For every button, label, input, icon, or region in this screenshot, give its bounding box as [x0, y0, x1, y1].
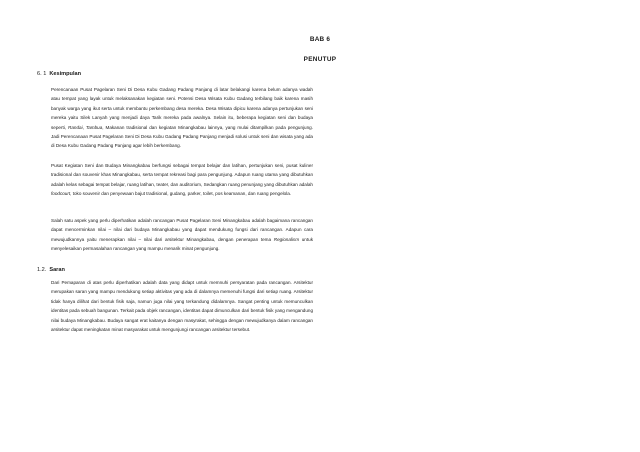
paragraph-kesimpulan-1: Perencanaan Pusat Pagelaran Seni Di Desa Kubu Gadang Padang Panjang di latar belakangi karena belum adanya wadah atau tempat yang layak untuk melaksanakan kegiatan seni. Potensi Desa Wisata Kubu Gadang terbilang baik karena masih banyak warga yang ikut serta untuk membantu perkembang desa mereka. Desa Wisata dipicu karena adanya pertunjukan seni mereka yaitu Silek Lanyah yang menjadi daya Tarik mereka pada awalnya. Selain itu, beberapa kegiatan seni dan budaya seperti, Randai, Tambua, Makanan tradisional dan kegiatan Minangkabau lainnya, yang mulai ditampilkan pada pengunjung. Jadi Perencanaan Pusat Pagelaran Seni Di Desa Kubu Gadang Padang Panjang menjadi solusi untuk seni dan wisata yang ada di Desa Kubu Gadang Padang Panjang agar lebih berkembang.	[51, 87, 313, 149]
section-heading-saran	[37, 267, 65, 273]
chapter-number: BAB 6	[309, 36, 331, 43]
paragraph-saran-1: Dari Pemaparan di atas perlu diperhatikan adalah data yang didapt untuk memnuhi persyaratan pada rancangan. Arsitektur merupakan saran yang mampu mendukung setiap aktivitas yang ada di dalamnya memenuhi fungsi dari setiap ruang. Arsitektur tidak hanya dilihat dari bentuk fisik saja, namun juga nilai yang terkandung didalamnya. Sangat penting untuk memunculkan identitas pada sebuah bangunan. Terkait pada objek rancangan, identitas dapat dimunculkan dari bentuk fisik yang mengandung nilai budaya Minangkabau. Budaya sangat erat kaitanya dengan masyrakat, sehingga dengan mewujudkanya dalam rancangan arsitektur dapat meningkatan minat masyarakat untuk mengunjungi rancangan arsitektur tersebut.	[51, 280, 313, 333]
paragraph-kesimpulan-3: Salah satu aspek yang perlu diperhatikan adalah rancangan Pusat Pagelaran Seni Minangkabau adalah bagaimana rancangan dapat mencerminkan nilai – nilai dari budaya Minangkabau yang dapat mendukung fungsi dari rancangan. Adapun cara mewujudkannya yaitu menerapkan nilai – nilai dari arsitektur Minangkabau, dengan penerapan tema Regionalism untuk menyelesaikan permasalahan rancangan yang mampu menarik minat pengunjung.	[51, 218, 313, 252]
chapter-title: PENUTUP	[303, 56, 337, 63]
section-title: Saran	[49, 267, 65, 273]
section-number: 1.2.	[37, 267, 47, 273]
section-heading-kesimpulan	[37, 71, 81, 77]
section-title: Kesimpulan	[49, 71, 82, 77]
section-number: 6. 1	[37, 71, 47, 77]
paragraph-kesimpulan-2: Pusat Kegiatan Seni dan Budaya Minangkabau berfungsi sebagai tempat belajar dan latihan, pertunjukan seni, pusat kuliner tradisional dan souvenir khas Minangkabau, serta tempat rekreasi bagi para pengunjung. Adapun ruang utama yang dibutuhkan adalah kelas sebagai tempat belajar, ruang latihan, teater, dan auditorium, Sedangkan ruang penunjang yang dibutuhkan adalah foodcourt, toko souvenir dan penyewaan bajut tradisional, gudang, parker, toilet, pos keamanan, dan ruang pengelola.	[51, 163, 313, 197]
